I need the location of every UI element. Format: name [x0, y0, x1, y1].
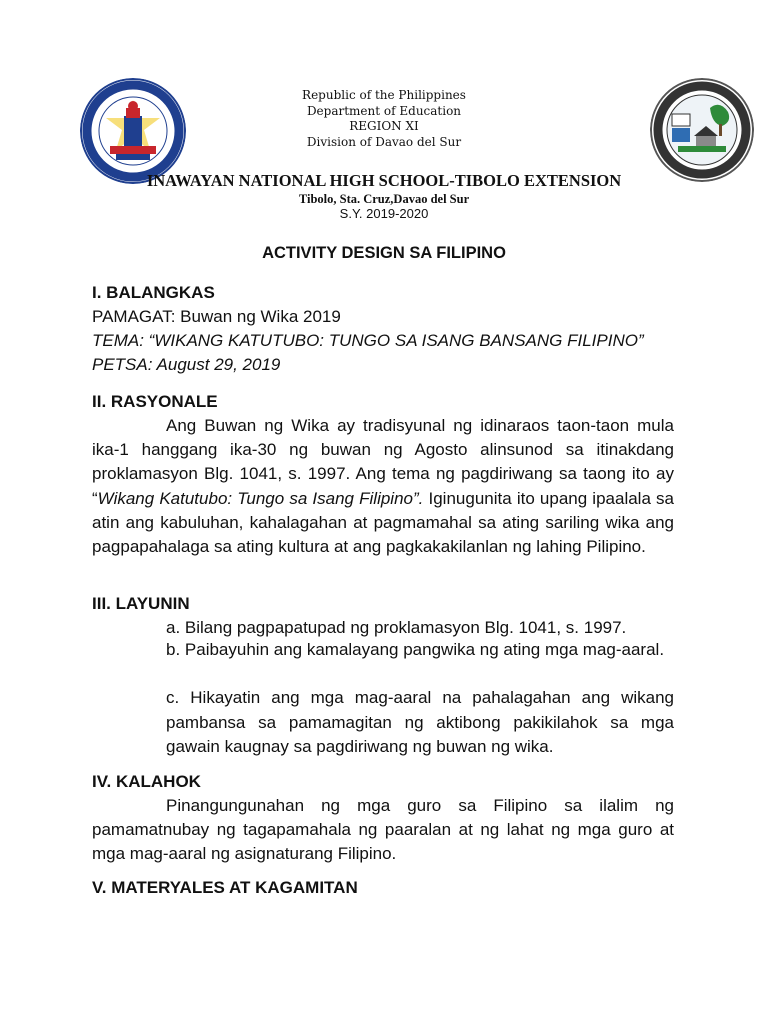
rasyonale-theme-italic: Wikang Katutubo: Tungo sa Isang Filipino”. — [97, 488, 424, 508]
tema-line — [92, 331, 644, 351]
section-rasyonale-heading: II. RASYONALE — [92, 392, 218, 411]
header-block — [0, 88, 768, 150]
layunin-item-b: b. Paibayuhin ang kamalayang pangwika ng ating mga mag-aaral. — [166, 640, 665, 659]
layunin-item-c: c. Hikayatin ang mga mag-aaral na pahalagahan ang wikang pambansa sa pamamagitan ng aktibong pakikilahok sa mga gawain kaugnay sa pagdiriwang ng buwan ng wika. — [166, 688, 674, 756]
kalahok-paragraph: Pinangungunahan ng mga guro sa Filipino sa ilalim ng pamamatnubay ng tagapamahala ng paaralan at ng lahat ng mga guro at mga mag-aaral ng asignaturang Filipino. — [92, 796, 674, 864]
layunin-item-b-wrap — [166, 638, 674, 663]
petsa-line: PETSA: August 29, 2019 — [92, 355, 281, 374]
school-year: S.Y. 2019-2020 — [339, 206, 429, 221]
rasyonale-text-1: Ang Buwan ng Wika ay tradisyunal ng idinaraos taon-taon mula ika-1 hanggang ika-30 ng buwan ng Agosto alinsunod sa itinakdang proklamasyon Blg. 1041, s. 1997. Ang tema ng pagdiriwang sa taong ito ay “ — [92, 416, 674, 508]
pamagat-line: PAMAGAT: Buwan ng Wika 2019 — [92, 307, 341, 326]
school-address: Tibolo, Sta. Cruz,Davao del Sur — [298, 192, 470, 206]
document-title: ACTIVITY DESIGN SA FILIPINO — [262, 244, 506, 262]
school-name: INAWAYAN NATIONAL HIGH SCHOOL-TIBOLO EXTENSION — [146, 171, 622, 190]
header-department: Department of Education — [306, 103, 462, 118]
header-region: REGION XI — [349, 119, 419, 133]
header-republic: Republic of the Philippines — [302, 88, 466, 102]
tema-text: TEMA: “WIKANG KATUTUBO: TUNGO SA ISANG BANSANG FILIPINO” — [92, 331, 644, 350]
section-materyales-heading: V. MATERYALES AT KAGAMITAN — [92, 878, 358, 897]
rasyonale-paragraph — [92, 414, 674, 559]
header-division: Division of Davao del Sur — [306, 134, 462, 149]
section-balangkas-heading: I. BALANGKAS — [92, 283, 215, 302]
section-kalahok-heading: IV. KALAHOK — [92, 772, 201, 791]
layunin-item-a: a. Bilang pagpapatupad ng proklamasyon Blg. 1041, s. 1997. — [166, 618, 627, 637]
section-layunin-heading: III. LAYUNIN — [92, 594, 190, 613]
rasyonale-text-2: Iginugunita ito upang ipaalala sa atin ang kabuluhan, kahalagahan at pagmamahal sa ating sariling wika ang pagpapahalaga sa ating kultura at ang pagkakakilanlan ng lahing Pilipino. — [92, 488, 674, 557]
